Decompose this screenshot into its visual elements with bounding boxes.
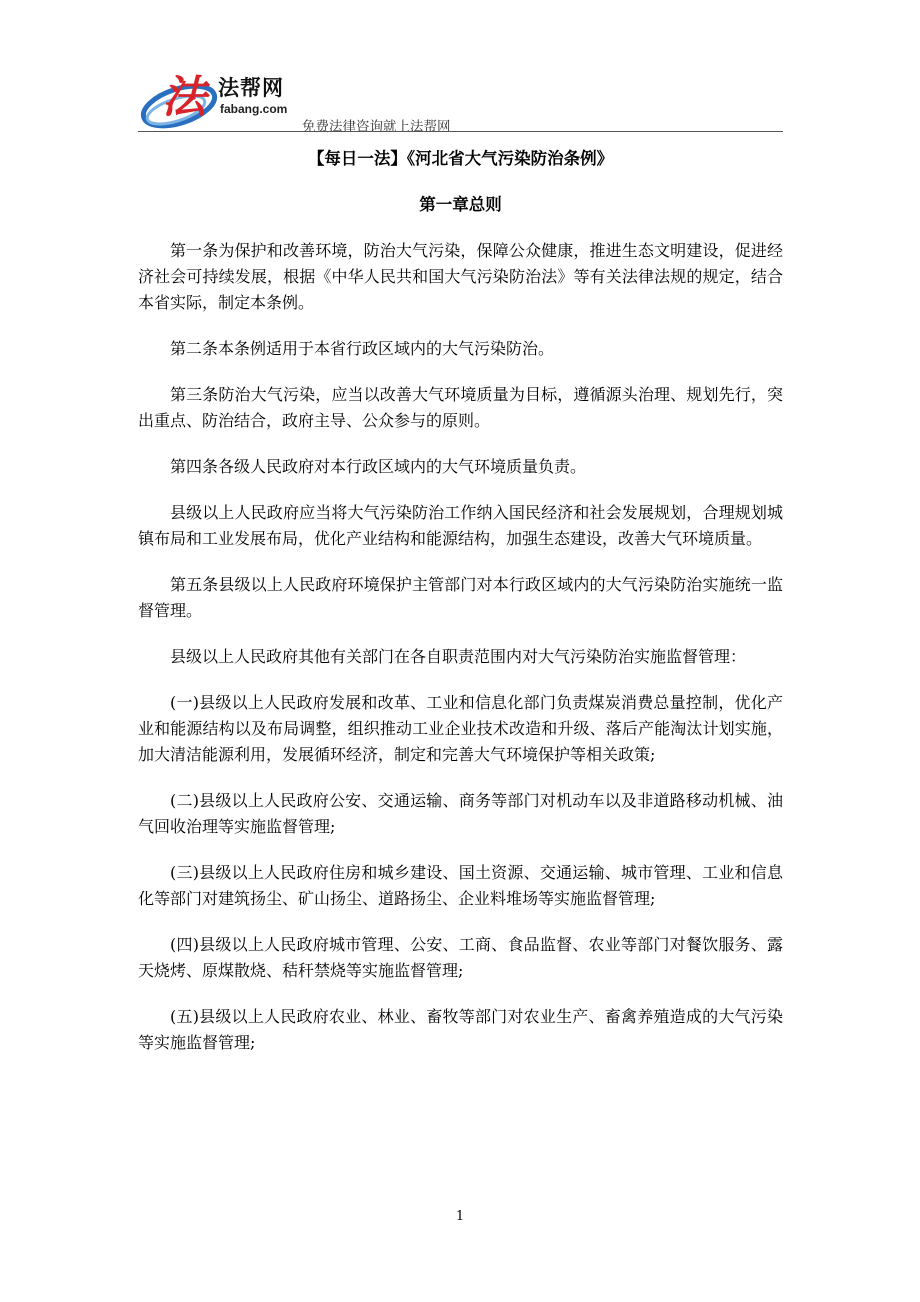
article-paragraph: 第三条防治大气污染，应当以改善大气环境质量为目标，遵循源头治理、规划先行，突出重点、防治结合，政府主导、公众参与的原则。 (138, 385, 783, 430)
fabang-logo-icon (138, 62, 220, 132)
chapter-heading: 第一章总则 (419, 195, 502, 214)
article-paragraph: 第一条为保护和改善环境，防治大气污染，保障公众健康，推进生态文明建设，促进经济社会可持续发展，根据《中华人民共和国大气污染防治法》等有关法律法规的规定，结合本省实际，制定本条例。 (138, 241, 783, 312)
article-item: (四)县级以上人民政府城市管理、公安、工商、食品监督、农业等部门对餐饮服务、露天烧烤、原煤散烧、秸秆禁烧等实施监督管理; (138, 935, 783, 980)
page-header (138, 62, 783, 134)
article-item: (三)县级以上人民政府住房和城乡建设、国土资源、交通运输、城市管理、工业和信息化等部门对建筑扬尘、矿山扬尘、道路扬尘、企业料堆场等实施监督管理; (138, 863, 783, 908)
article-paragraph: 县级以上人民政府应当将大气污染防治工作纳入国民经济和社会发展规划，合理规划城镇布局和工业发展布局，优化产业结构和能源结构，加强生态建设，改善大气环境质量。 (138, 503, 783, 548)
brand-name: 法帮网 (218, 76, 284, 100)
document-title: 【每日一法】《河北省大气污染防治条例》 (307, 149, 614, 168)
header-divider (138, 131, 783, 132)
article-paragraph: 县级以上人民政府其他有关部门在各自职责范围内对大气污染防治实施监督管理： (170, 647, 747, 666)
article-item: (五)县级以上人民政府农业、林业、畜牧等部门对农业生产、畜禽养殖造成的大气污染等实施监督管理; (138, 1007, 783, 1052)
document-body (138, 146, 783, 1076)
article-paragraph: 第二条本条例适用于本省行政区域内的大气污染防治。 (170, 339, 555, 358)
header-tagline: 免费法律咨询就上法帮网 (302, 119, 451, 135)
page-number: 1 (455, 1209, 465, 1224)
brand-url: fabang.com (220, 102, 288, 116)
logo-glyph: 法 (162, 72, 206, 123)
article-item: (一)县级以上人民政府发展和改革、工业和信息化部门负责煤炭消费总量控制，优化产业和能源结构以及布局调整，组织推动工业企业技术改造和升级、落后产能淘汰计划实施，加大清洁能源利用，发展循环经济，制定和完善大气环境保护等相关政策; (138, 693, 783, 764)
article-paragraph: 第五条县级以上人民政府环境保护主管部门对本行政区域内的大气污染防治实施统一监督管理。 (138, 575, 783, 620)
article-item: (二)县级以上人民政府公安、交通运输、商务等部门对机动车以及非道路移动机械、油气回收治理等实施监督管理; (138, 791, 783, 836)
article-paragraph: 第四条各级人民政府对本行政区域内的大气环境质量负责。 (170, 457, 587, 476)
